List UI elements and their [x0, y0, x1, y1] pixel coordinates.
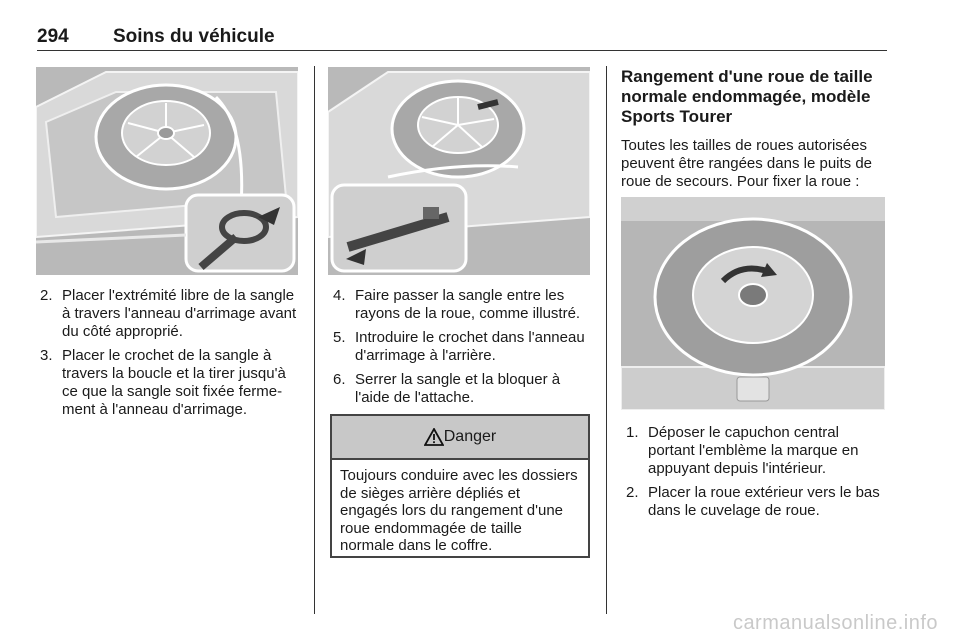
intro-paragraph: Toutes les tailles de roues autorisées peuvent être rangées dans le puits de roue de secours. Pour fixer la roue :: [621, 137, 873, 190]
header-rule: [37, 50, 887, 51]
list-item: 5. Introduire le crochet dans l'anneau d'arrimage à l'arrière.: [333, 329, 585, 364]
illustration-wheel-strap-front: [36, 67, 298, 275]
section-title: Soins du véhicule: [113, 26, 275, 47]
illustration-strap-through-spokes: [328, 67, 590, 275]
list-item: 1. Déposer le capuchon central portant l'emblème la marque en appuyant depuis l'intérieur.: [626, 424, 859, 477]
page-header: [0, 0, 960, 50]
page-number: 294: [37, 26, 69, 47]
danger-box: [330, 414, 590, 558]
list-item: 3. Placer le crochet de la sangle à travers la boucle et la tirer jusqu'à ce que la sangle soit fixée fermement à l'anneau d'arrimage.: [40, 347, 286, 418]
list-item: 2. Placer la roue extérieur vers le bas dans le cuvelage de roue.: [626, 484, 880, 519]
danger-title: Danger: [443, 428, 497, 445]
steps-list-middle: [333, 287, 595, 413]
steps-list-right: [626, 424, 888, 526]
danger-text: Toujours conduire avec les dossiers de sièges arrière dépliés et engagés lors du rangement d'une roue endommagée de taille normale dans le coffre.: [340, 467, 578, 554]
list-item: 2. Placer l'extrémité libre de la sangle à travers l'anneau d'arrimage avant du côté approprié.: [40, 287, 297, 340]
warning-triangle-icon: [424, 428, 444, 446]
danger-header: [332, 416, 588, 460]
list-item: 4. Faire passer la sangle entre les rayons de la roue, comme illustré.: [333, 287, 581, 322]
column-divider-left: [314, 66, 315, 614]
column-divider-right: [606, 66, 607, 614]
section-heading: Rangement d'une roue de taille normale endommagée, modèle Sports Tourer: [621, 67, 873, 126]
list-item: 6. Serrer la sangle et la bloquer à l'aide de l'attache.: [333, 371, 561, 406]
watermark: carmanualsonline.info: [732, 612, 938, 634]
steps-list-left: [40, 287, 302, 425]
illustration-wheel-in-well: [621, 197, 885, 410]
